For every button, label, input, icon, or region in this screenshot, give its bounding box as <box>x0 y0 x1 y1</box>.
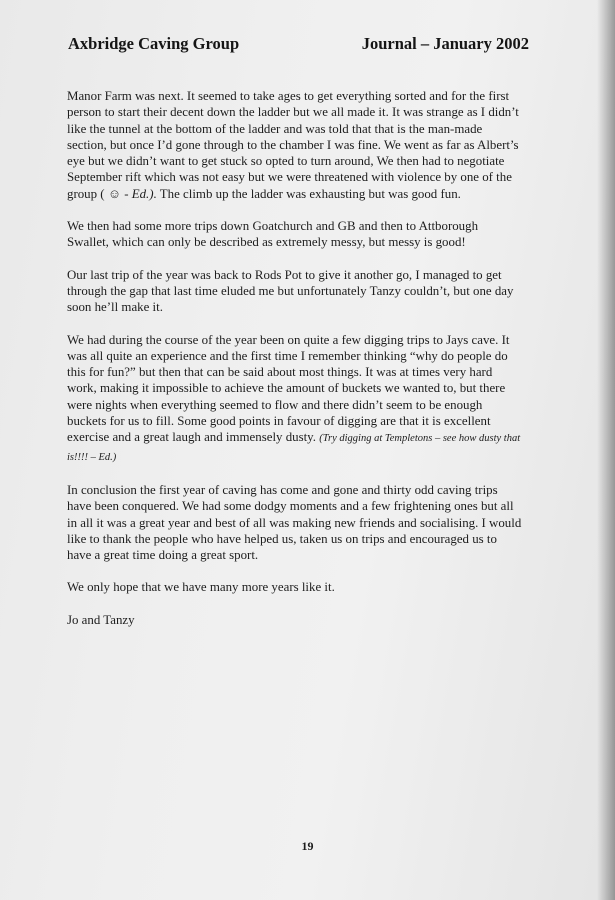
editor-note: - Ed.). <box>121 186 157 201</box>
article-body <box>67 88 522 644</box>
page-header <box>68 34 529 54</box>
group-name: Axbridge Caving Group <box>68 34 240 53</box>
paragraph-manor-farm: Manor Farm was next. It seemed to take ages to get everything sorted and for the first person to start their decent down the ladder but we all made it. It was strange as I didn’t like the tunnel at the bottom of the ladder and was told that that is the man-made section, but once I’d gone through to the chamber I was fine. We went as far as Albert’s eye but we didn’t want to get stuck so opted to turn around, We then had to negotiate September rift which was not easy but we were threatened with violence by one of the group ( ☺ - Ed.). The climb up the ladder was exhausting but was good fun. <box>67 89 519 201</box>
paragraph-closing: We only hope that we have many more years like it. <box>67 580 335 595</box>
journal-issue: Journal – January 2002 <box>361 34 529 53</box>
paragraph-conclusion: In conclusion the first year of caving has come and gone and thirty odd caving trips have been conquered. We had some dodgy moments and a few frightening ones but all in all it was a great year and best of all was making new friends and socialising. I would like to thank the people who have helped us, taken us on trips and encouraged us to have a great time doing a great sport. <box>67 482 522 563</box>
paragraph-jays-cave: We had during the course of the year been on quite a few digging trips to Jays cave. It was all quite an experience and the first time I remember thinking “why do people do this for fun?” but then that can be said about most things. It was at times very hard work, making it impossible to achieve the amount of buckets we wanted to, but there were nights when everything seemed to flow and there didn’t seem to be enough buckets for us to fill. Some good points in favour of digging are that it is excellent exercise and a great laugh and immensely dusty. (Try digging at Templetons – see how dusty that is!!!! – Ed.) <box>67 332 521 463</box>
page-number: 19 <box>301 839 314 853</box>
paragraph-goatchurch: We then had some more trips down Goatchurch and GB and then to Attborough Swallet, which can only be described as extremely messy, but messy is good! <box>67 219 479 250</box>
signature: Jo and Tanzy <box>67 612 135 627</box>
paragraph-rods-pot: Our last trip of the year was back to Rods Pot to give it another go, I managed to get through the gap that last time eluded me but unfortunately Tanzy couldn’t, but one day soon he’ll make it. <box>67 267 514 315</box>
editor-note-templetons: (Try digging at Templetons – see how dusty that is!!!! – Ed.) <box>67 433 521 463</box>
smiley-icon: ☺ <box>107 186 121 201</box>
